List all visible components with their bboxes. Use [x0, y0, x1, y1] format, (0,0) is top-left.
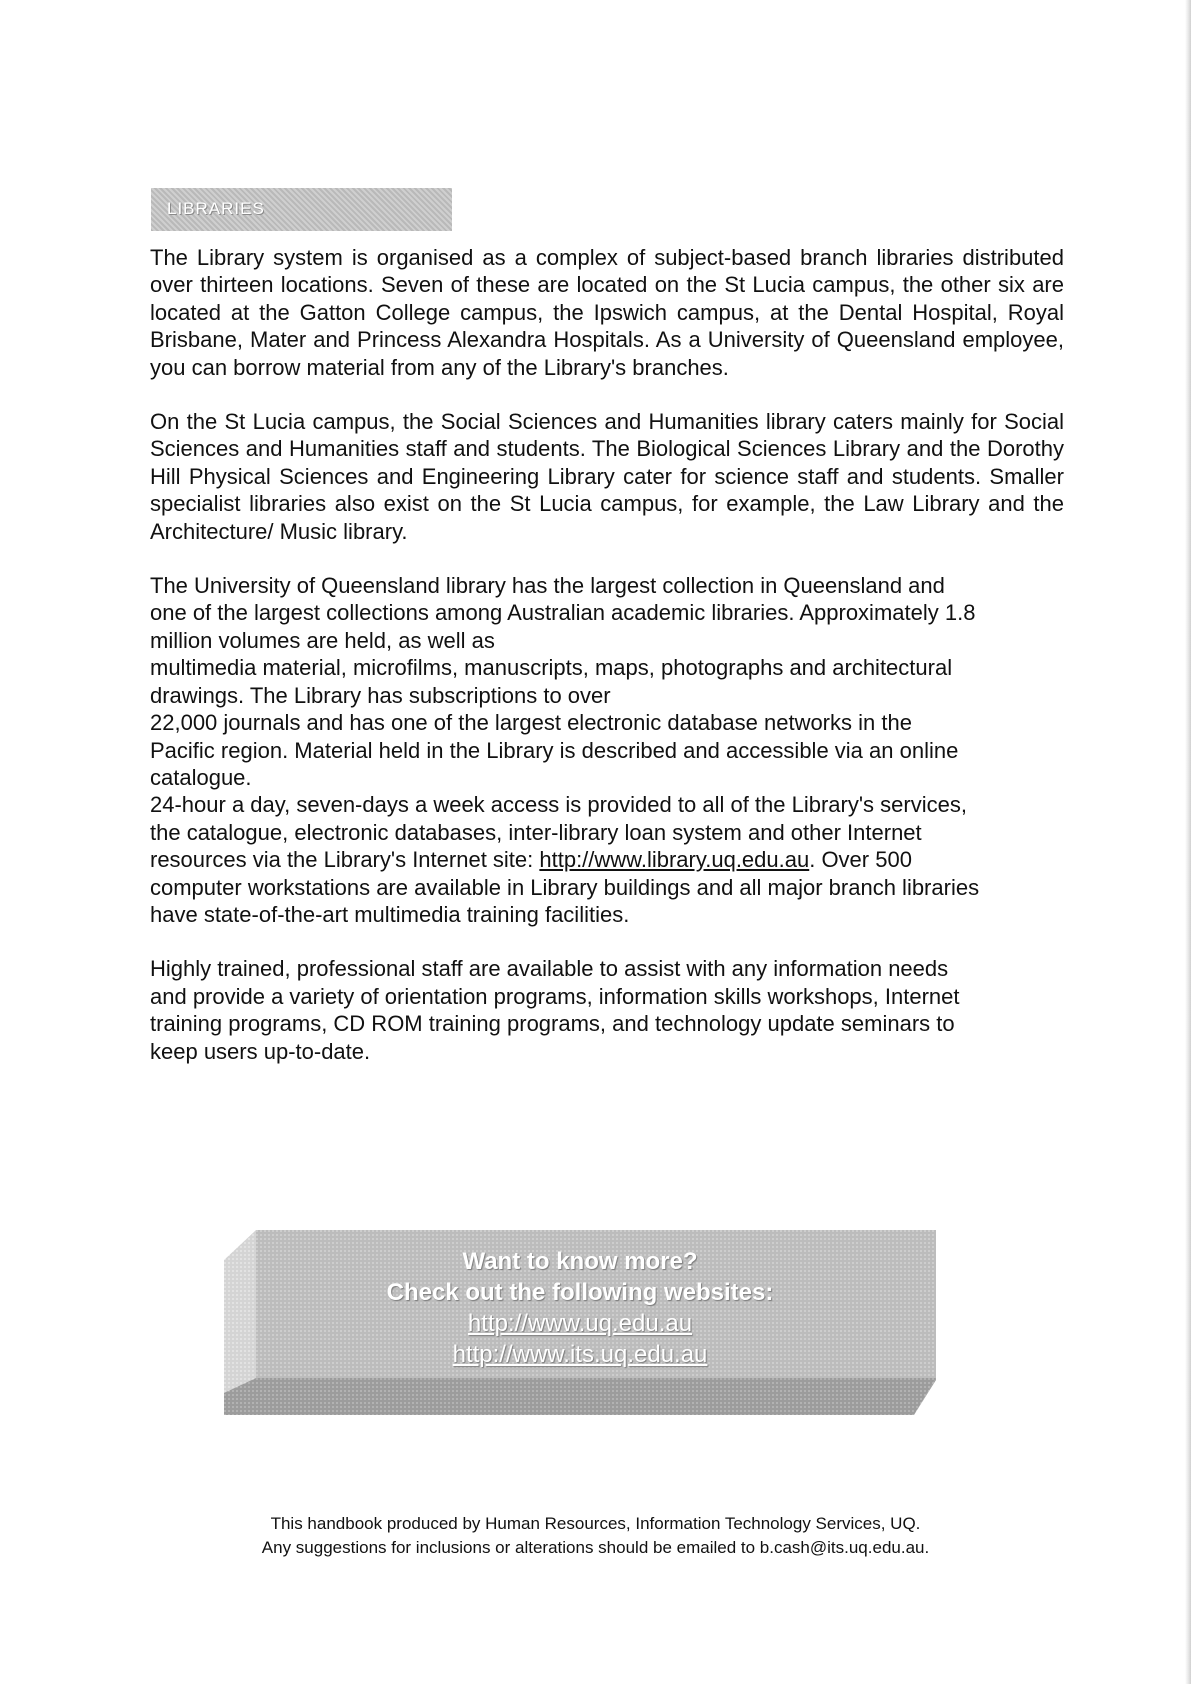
- collection-line: drawings. The Library has subscriptions to over: [150, 682, 611, 708]
- collection-line: one of the largest collections among Australian academic libraries. Approximately 1.8: [150, 600, 976, 626]
- collection-line: catalogue.: [150, 764, 252, 790]
- staff-line: and provide a variety of orientation programs, information skills workshops, Internet: [150, 983, 960, 1009]
- collection-line: 22,000 journals and has one of the largest electronic database networks in the: [150, 710, 912, 736]
- staff-line: keep users up-to-date.: [150, 1038, 371, 1064]
- collection-link-line: [150, 846, 1064, 873]
- footer-contact: Any suggestions for inclusions or alterations should be emailed to b.cash@its.uq.edu.au.: [261, 1538, 930, 1557]
- staff-line: training programs, CD ROM training programs, and technology update seminars to: [150, 1011, 955, 1037]
- collection-line: computer workstations are available in Library buildings and all major branch libraries: [150, 874, 980, 900]
- collection-line: have state-of-the-art multimedia training facilities.: [150, 901, 630, 927]
- paragraph-staff: [150, 955, 1064, 1065]
- collection-line: the catalogue, electronic databases, inter-library loan system and other Internet: [150, 819, 922, 845]
- section-title: LIBRARIES: [167, 199, 265, 218]
- collection-line: multimedia material, microfilms, manuscripts, maps, photographs and architectural: [150, 655, 953, 681]
- more-info-box: [224, 1230, 936, 1415]
- collection-line: 24-hour a day, seven-days a week access is provided to all of the Library's services,: [150, 792, 967, 818]
- collection-line: Pacific region. Material held in the Library is described and accessible via an online: [150, 737, 959, 763]
- scan-edge-shadow: [1185, 0, 1191, 1684]
- link-prefix-text: resources via the Library's Internet site:: [150, 847, 540, 873]
- info-subheading: Check out the following websites:: [386, 1279, 774, 1306]
- collection-line: The University of Queensland library has the largest collection in Queensland and: [150, 573, 945, 599]
- collection-line: million volumes are held, as well as: [150, 627, 495, 653]
- uq-website-link[interactable]: http://www.uq.edu.au: [467, 1310, 693, 1337]
- page-footer: [0, 1512, 1191, 1560]
- paragraph-st-lucia: On the St Lucia campus, the Social Sciences and Humanities library caters mainly for Social Sciences and Humanities staff and students. The Biological Sciences Library and the Dorothy Hill Physical Sciences and Engineering Library cater for science staff and students. Smaller specialist libraries also exist on the St Lucia campus, for example, the Law Library and the Architecture/ Music library.: [150, 409, 1064, 544]
- staff-line: Highly trained, professional staff are available to assist with any information needs: [150, 956, 949, 982]
- library-website-link[interactable]: http://www.library.uq.edu.au: [539, 847, 810, 873]
- its-website-link[interactable]: http://www.its.uq.edu.au: [452, 1341, 708, 1368]
- info-heading: Want to know more?: [462, 1248, 698, 1275]
- paragraph-collection: [150, 572, 1064, 928]
- info-box-text: [224, 1246, 936, 1370]
- section-header: [151, 188, 452, 231]
- main-content: [150, 244, 1064, 1092]
- footer-credit: This handbook produced by Human Resources, Information Technology Services, UQ.: [270, 1514, 921, 1533]
- paragraph-library-system: The Library system is organised as a complex of subject-based branch libraries distributed over thirteen locations. Seven of these are located on the St Lucia campus, the other six are located at the Gatton College campus, the Ipswich campus, at the Dental Hospital, Royal Brisbane, Mater and Princess Alexandra Hospitals. As a University of Queensland employee, you can borrow material from any of the Library's branches.: [150, 245, 1064, 380]
- link-suffix-text: . Over 500: [809, 847, 912, 873]
- box-bottom-bevel: [224, 1378, 936, 1415]
